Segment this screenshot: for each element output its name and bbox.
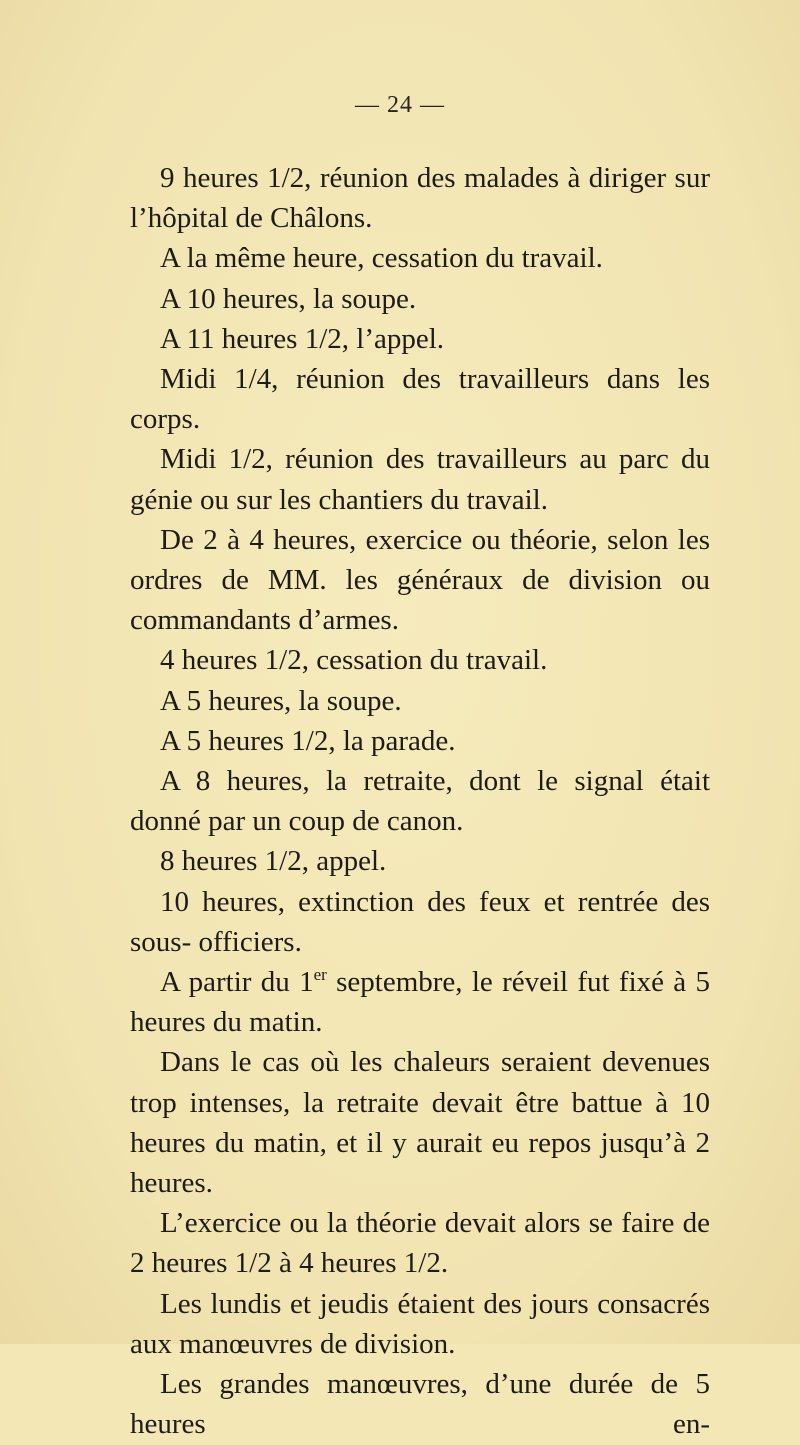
paragraph-17: Les lundis et jeudis étaient des jours consacrés aux manœuvres de division.: [130, 1287, 710, 1360]
paragraph-2: A la même heure, cessation du travail.: [160, 242, 603, 275]
paragraph-14-after: septembre, le réveil fut fixé à 5 heures du matin.: [130, 966, 710, 1039]
paragraph-14-superscript: er: [313, 965, 327, 985]
paragraph-6: Midi 1/2, réunion des travailleurs au parc du génie ou sur les chantiers du travail.: [130, 443, 710, 516]
paragraph-12: 8 heures 1/2, appel.: [160, 845, 387, 878]
paragraph-15: Dans le cas où les chaleurs seraient devenues trop intenses, la retraite devait être battue à 10 heures du matin, et il y aurait eu repos jusqu’à 2 heures.: [130, 1046, 710, 1200]
paragraph-3: A 10 heures, la soupe.: [160, 282, 417, 315]
paragraph-9: A 5 heures, la soupe.: [160, 684, 402, 717]
body-text: [130, 158, 710, 1445]
page-number: — 24 —: [355, 92, 445, 118]
paragraph-11: A 8 heures, la retraite, dont le signal était donné par un coup de canon.: [130, 765, 710, 838]
paragraph-5: Midi 1/4, réunion des travailleurs dans les corps.: [130, 363, 710, 436]
paragraph-14: [130, 962, 710, 1042]
paragraph-13: 10 heures, extinction des feux et rentrée des sous- officiers.: [130, 885, 710, 958]
paragraph-8: 4 heures 1/2, cessation du travail.: [160, 644, 548, 677]
paragraph-16: L’exercice ou la théorie devait alors se faire de 2 heures 1/2 à 4 heures 1/2.: [130, 1207, 710, 1280]
paragraph-1: 9 heures 1/2, réunion des malades à diriger sur l’hôpital de Châlons.: [130, 162, 710, 235]
paragraph-10: A 5 heures 1/2, la parade.: [160, 724, 456, 757]
paragraph-7: De 2 à 4 heures, exercice ou théorie, selon les ordres de MM. les généraux de division ou commandants d’armes.: [130, 523, 710, 637]
paragraph-18: Les grandes manœuvres, d’une durée de 5 heures en-: [130, 1368, 710, 1441]
paragraph-4: A 11 heures 1/2, l’appel.: [160, 322, 445, 355]
paragraph-14-before: A partir du 1: [160, 966, 314, 999]
